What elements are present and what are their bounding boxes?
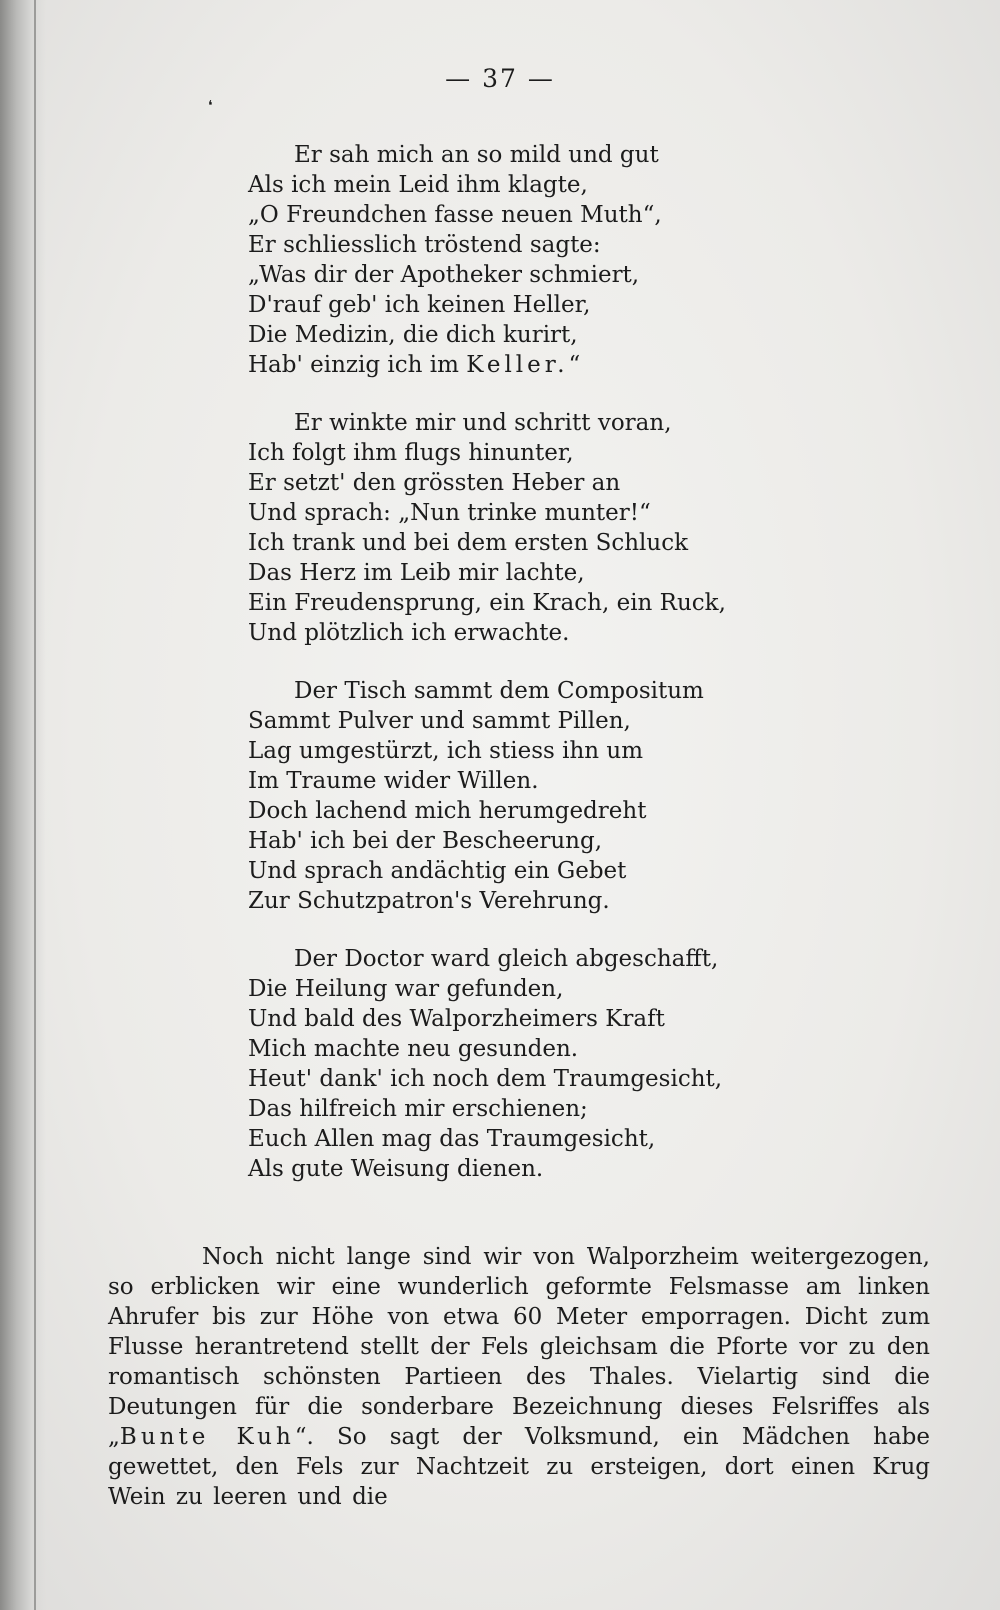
spaced-phrase-bunte-kuh: Bunte Kuh [119, 1424, 295, 1450]
page-number: — 37 — [445, 64, 555, 93]
verse-line: Hab' ich bei der Bescheerung, [248, 828, 603, 854]
prose-paragraph [108, 1242, 930, 1512]
verse-line: Ich trank und bei dem ersten Schluck [248, 530, 689, 556]
verse-line: Lag umgestürzt, ich stiess ihn um [248, 738, 644, 764]
verse-line: Er winkte mir und schritt voran, [294, 410, 672, 436]
verse-line [248, 350, 726, 380]
verse-line: Sammt Pulver und sammt Pillen, [248, 708, 631, 734]
verse-line: Euch Allen mag das Traumgesicht, [248, 1126, 656, 1152]
verse-line: Mich machte neu gesunden. [248, 1036, 579, 1062]
ink-mark: ❛ [208, 98, 213, 114]
stanza-3 [248, 676, 726, 916]
verse-line: Und sprach andächtig ein Gebet [248, 858, 627, 884]
verse-line: Und bald des Walporzheimers Kraft [248, 1006, 665, 1032]
verse-line-start: Hab' einzig ich im [248, 352, 459, 378]
verse-line: Als gute Weisung dienen. [248, 1156, 544, 1182]
verse-line: Doch lachend mich herumgedreht [248, 798, 647, 824]
verse-line: Der Doctor ward gleich abgeschafft, [294, 946, 719, 972]
verse-line: Das hilfreich mir erschienen; [248, 1096, 588, 1122]
verse-line: Zur Schutzpatron's Verehrung. [248, 888, 610, 914]
verse-line: Heut' dank' ich noch dem Traumgesicht, [248, 1066, 723, 1092]
verse-line: D'rauf geb' ich keinen Heller, [248, 292, 591, 318]
spaced-word-keller: Keller.“ [466, 352, 585, 378]
verse-line: Die Heilung war gefunden, [248, 976, 564, 1002]
verse-line: Und sprach: „Nun trinke munter!“ [248, 500, 651, 526]
prose-text: Noch nicht lange sind wir von Walporzheim weitergezogen, so erblicken wir eine wunderlich geformte Felsmasse am linken Ahrufer bis zur Höhe von etwa 60 Meter emporragen. Dicht zum Flusse herantretend stellt der Fels gleichsam die Pforte vor zu den romantisch schönsten Partieen des Thales. Vielartig sind die Deutungen für die sonderbare Bezeichnung dieses Felsriffes als „ [108, 1244, 930, 1450]
page-gutter-shadow [0, 0, 46, 1610]
prose-text: “. So sagt der Volksmund, ein Mädchen habe gewettet, den Fels zur Nachtzeit zu ersteigen, dort einen Krug Wein zu leeren und die [108, 1424, 930, 1510]
verse-line: Und plötzlich ich erwachte. [248, 620, 570, 646]
verse-line: Der Tisch sammt dem Compositum [294, 678, 704, 704]
stanza-2 [248, 408, 726, 648]
poem [248, 140, 726, 1212]
verse-line: „O Freundchen fasse neuen Muth“, [248, 202, 662, 228]
verse-line: Er setzt' den grössten Heber an [248, 470, 621, 496]
verse-line: Er sah mich an so mild und gut [294, 142, 659, 168]
verse-line: Er schliesslich tröstend sagte: [248, 232, 601, 258]
verse-line: Als ich mein Leid ihm klagte, [248, 172, 588, 198]
verse-line: Ich folgt ihm flugs hinunter, [248, 440, 574, 466]
stanza-1 [248, 140, 726, 380]
binding-edge [34, 0, 36, 1610]
verse-line: „Was dir der Apotheker schmiert, [248, 262, 640, 288]
verse-line: Das Herz im Leib mir lachte, [248, 560, 585, 586]
verse-line: Die Medizin, die dich kurirt, [248, 322, 578, 348]
verse-line: Im Traume wider Willen. [248, 768, 539, 794]
stanza-4 [248, 944, 726, 1184]
verse-line: Ein Freudensprung, ein Krach, ein Ruck, [248, 590, 726, 616]
